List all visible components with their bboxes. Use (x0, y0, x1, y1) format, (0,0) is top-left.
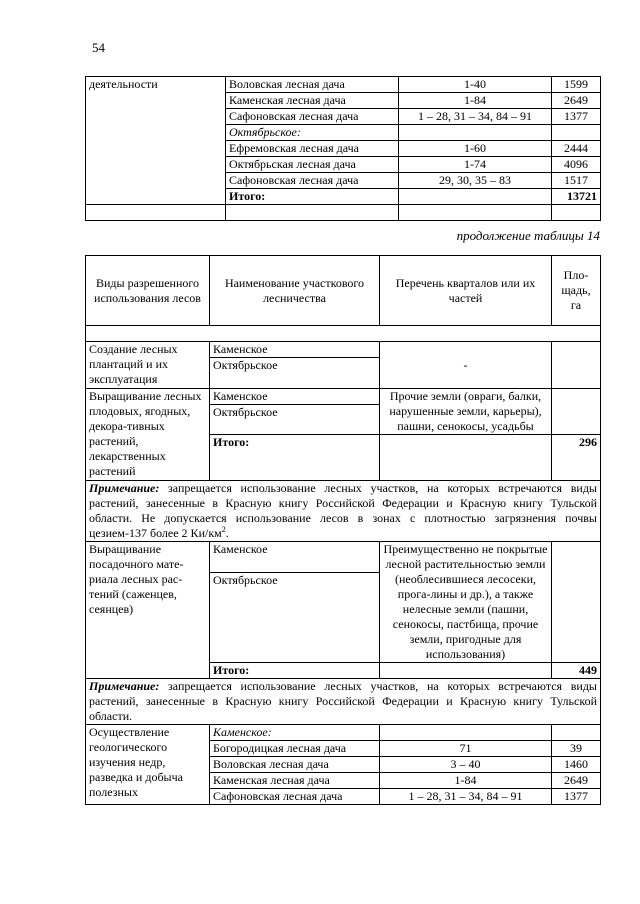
table-cell-empty (86, 326, 601, 342)
header-kind: Виды разрешенного использования лесов (86, 256, 210, 326)
total-label: Итого: (210, 663, 380, 679)
table-cell-area: 1599 (552, 77, 601, 93)
table-row (86, 542, 601, 573)
total-label: Итого: (226, 189, 399, 205)
table-cell-quarters: 29, 30, 35 – 83 (399, 173, 552, 189)
table-row (86, 725, 601, 741)
table-cell-empty (380, 663, 552, 679)
table-cell-empty (552, 725, 601, 741)
page-number: 54 (92, 40, 105, 55)
table-cell-empty (399, 189, 552, 205)
table-cell-empty (380, 435, 552, 481)
table-cell-name: Воловская лесная дача (210, 757, 380, 773)
note-body: запрещается использование лесных участков, на которых встречаются виды растений, занесенные в Красную книгу Российской Федерации и Красную книгу Тульской области. Не допускается использование лесов в зонах с плотностью загрязнения почвы цезием-137 более 2 Ки/км (89, 481, 597, 540)
table-cell-name: Сафоновская лесная дача (210, 789, 380, 805)
table-cell-area (552, 389, 601, 435)
table-cell-kind: Создание лесных плантаций и их эксплуатация (86, 342, 210, 389)
table-cell-forestry: Каменское (210, 342, 380, 358)
table-cell-name: Ефремовская лесная дача (226, 141, 399, 157)
table-cell-name: Воловская лесная дача (226, 77, 399, 93)
note-superscript: 2 (221, 525, 226, 534)
table-cell-area: 1377 (552, 109, 601, 125)
continuation-caption: продолжение таблицы 14 (456, 228, 600, 243)
table-cell-empty (399, 205, 552, 221)
table-cell-forestry: Октябрьское (210, 405, 380, 435)
table-cell-quarters: 1 – 28, 31 – 34, 84 – 91 (399, 109, 552, 125)
header-area: Пло-щадь, га (552, 256, 601, 326)
note-row (86, 679, 601, 725)
table-header-row (86, 256, 601, 326)
table-cell-kind: Осуществление геологического изучения недр, разведка и добыча полезных (86, 725, 210, 805)
table-cell-empty (399, 125, 552, 141)
table-cell-quarters: 1-74 (399, 157, 552, 173)
table-cell-quarters: 1-84 (399, 93, 552, 109)
table-row (86, 77, 601, 93)
table-cell-forestry: Октябрьское (210, 358, 380, 389)
table-cell-forestry: Каменское (210, 389, 380, 405)
note-label: Примечание: (89, 481, 160, 495)
header-quarters: Перечень кварталов или их частей (380, 256, 552, 326)
table-cell-quarters: Преимущественно не покрытые лесной растительностью земли (необлесившиеся лесосеки, прога-лины и др.), а также нелесные земли (пашни, сенокосы, пастбища, прочие земли, пригодные для использования) (380, 542, 552, 663)
table-cell-name: Октябрьская лесная дача (226, 157, 399, 173)
table-row (86, 389, 601, 405)
note-row (86, 481, 601, 542)
table-cell-subheading: Октябрьское: (226, 125, 399, 141)
total-value: 449 (552, 663, 601, 679)
total-label: Итого: (210, 435, 380, 481)
table-cell-empty (380, 725, 552, 741)
table-cell-area (552, 342, 601, 389)
note-text (86, 481, 601, 542)
total-value: 296 (552, 435, 601, 481)
table-cell-quarters: 71 (380, 741, 552, 757)
note-body: запрещается использование лесных участков, на которых встречаются виды растений, занесенные в Красную книгу Российской Федерации и Красную книгу Тульской области. (89, 679, 597, 723)
table-cell-kind: деятельности (86, 77, 226, 205)
table-cell-forestry: Октябрьское (210, 573, 380, 663)
table-cell-empty (552, 125, 601, 141)
table-cell-area: 1517 (552, 173, 601, 189)
table-cell-kind: Выращивание лесных плодовых, ягодных, декора-тивных растений, лекарственных растений (86, 389, 210, 481)
table-top (85, 76, 601, 221)
note-text (86, 679, 601, 725)
table-row (86, 342, 601, 358)
table-cell-area: 1460 (552, 757, 601, 773)
table-cell-name: Богородицкая лесная дача (210, 741, 380, 757)
table-cell-area: 2444 (552, 141, 601, 157)
table-cell-quarters: Прочие земли (овраги, балки, нарушенные земли, карьеры), пашни, сенокосы, усадьбы (380, 389, 552, 435)
table-cell-name: Каменская лесная дача (210, 773, 380, 789)
table-cell-empty (552, 205, 601, 221)
table-row (86, 205, 601, 221)
table-row (86, 326, 601, 342)
table-cell-area: 2649 (552, 773, 601, 789)
table-cell-area: 1377 (552, 789, 601, 805)
table-cell-name: Каменская лесная дача (226, 93, 399, 109)
table-cell-name: Сафоновская лесная дача (226, 173, 399, 189)
table-cell-empty (86, 205, 226, 221)
table-cell-quarters: 3 – 40 (380, 757, 552, 773)
table-cell-area: 2649 (552, 93, 601, 109)
table-cell-quarters: 1-60 (399, 141, 552, 157)
table-cell-quarters: - (380, 342, 552, 389)
table-cell-subheading: Каменское: (210, 725, 380, 741)
table-cell-area: 4096 (552, 157, 601, 173)
table-continued (85, 255, 601, 805)
table-cell-quarters: 1-84 (380, 773, 552, 789)
table-cell-area (552, 542, 601, 663)
table-cell-forestry: Каменское (210, 542, 380, 573)
table-cell-quarters: 1 – 28, 31 – 34, 84 – 91 (380, 789, 552, 805)
table-cell-name: Сафоновская лесная дача (226, 109, 399, 125)
table-cell-empty (226, 205, 399, 221)
table-cell-kind: Выращивание посадочного мате-риала лесных рас-тений (саженцев, сеянцев) (86, 542, 210, 679)
table-cell-area: 39 (552, 741, 601, 757)
total-value: 13721 (552, 189, 601, 205)
header-forestry: Наименование участкового лесничества (210, 256, 380, 326)
note-label: Примечание: (89, 679, 160, 693)
note-end: . (225, 526, 229, 540)
table-cell-quarters: 1-40 (399, 77, 552, 93)
